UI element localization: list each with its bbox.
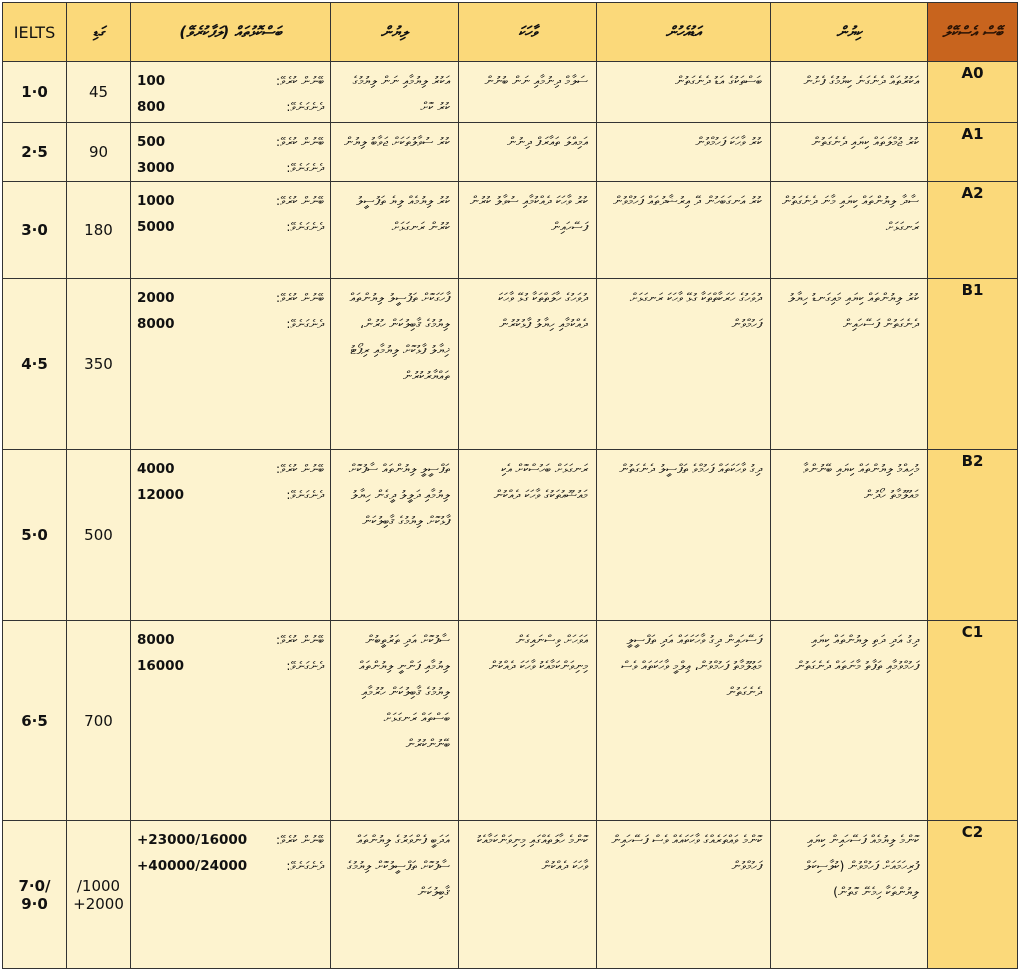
header-speaking: ވާހަކަ <box>459 3 597 62</box>
vocab-cell <box>131 621 331 821</box>
study-hours: 500 <box>67 450 131 621</box>
vocab-passive-label: ދެނެގަނެވޭ: <box>286 487 324 502</box>
header-reading: ކިޔުން <box>771 3 928 62</box>
header-ielts: IELTS <box>3 3 67 62</box>
ielts-score: 2·5 <box>3 123 67 182</box>
header-vocab: ބަސްކޮޅުތައް (ލަފާކުރެވޭ) <box>131 3 331 62</box>
vocab-active-count: 100 <box>137 73 166 89</box>
vocab-passive-line <box>137 853 324 879</box>
vocab-active-line <box>137 627 324 653</box>
ielts-score: 1·0 <box>3 62 67 123</box>
study-hours: 350 <box>67 279 131 450</box>
vocab-passive-count: +40000/24000 <box>137 858 248 874</box>
vocab-active-count: 4000 <box>137 461 175 477</box>
cefr-level: A0 <box>928 62 1018 123</box>
speaking-desc: ސަލާމް ދިނުމާއި ނަން ބުނުން <box>459 62 597 123</box>
table-row <box>3 182 1018 279</box>
study-hours: 700 <box>67 621 131 821</box>
vocab-passive-label: ދެނެގަނެވޭ: <box>286 858 324 873</box>
reading-desc: އަކުރުތައް ދެނެގަނެ ކިޔުމުގެ ފެށުން <box>771 62 928 123</box>
table-row <box>3 821 1018 969</box>
cefr-level: A2 <box>928 182 1018 279</box>
header-writing: ލިޔުން <box>331 3 459 62</box>
listening-desc: ފަސޭހައިން ދިގު ވާހަކަތައް އަދި ތަފްސީލީ މަޢުލޫމާތު ފަހުމްވުން، ޢިލްމީ ވާހަކަތައް ވެސް ދެނެގަތުން <box>597 621 771 821</box>
vocab-active-count: 8000 <box>137 632 175 648</box>
vocab-passive-line <box>137 653 324 679</box>
header-level: ބޭސް އެސްކޭލް <box>928 3 1018 62</box>
vocab-passive-label: ދެނެގަނެވޭ: <box>286 658 324 673</box>
reading-desc: މުހިއްމު ލިޔުންތައް ކިޔައި ބޭނުންވާ މައުލޫމާތު ހޯދުން <box>771 450 928 621</box>
vocab-active-count: 500 <box>137 134 166 150</box>
vocab-active-label: ބޭނުން ކުރެވޭ: <box>276 461 324 476</box>
ielts-score: 7·0/ 9·0 <box>3 821 67 969</box>
vocab-passive-label: ދެނެގަނެވޭ: <box>286 219 324 234</box>
vocab-cell <box>131 450 331 621</box>
speaking-desc: އަވަހަށް ވިސްނައިގެން މިނިވަންކަމާއެކު ވާހަކަ ދެއްކުން <box>459 621 597 821</box>
speaking-desc: އަމިއްލަ ތައާރަފް ދިނުން <box>459 123 597 182</box>
vocab-passive-count: 12000 <box>137 487 184 503</box>
vocab-passive-label: ދެނެގަނެވޭ: <box>286 316 324 331</box>
cefr-level: B1 <box>928 279 1018 450</box>
vocab-active-line <box>137 456 324 482</box>
reading-desc: ސާދާ ލިޔުންތައް ކިޔައި މާނަ ދެނެގަތުން ރަނގަޅަށް <box>771 182 928 279</box>
reading-desc: ކުރު ޖުމްލަތައް ކިޔައި ދެނެގަތުން <box>771 123 928 182</box>
reading-desc: ކުރު ލިޔުންތައް ކިޔައި މައިގަނޑު ހިޔާލު ދެނެގަތުން ފަސޭހައިން <box>771 279 928 450</box>
table-row <box>3 123 1018 182</box>
writing-desc: ފާހަގަކޮށް ތަފުސީލު ލިޔުންތައް ލިޔުމުގެ ޤާބިލުކަން ހުރުން، ޚިޔާލު ފާޅުކޮށް ލިޔުމާއި ރިޕޯޓު ތައްޔާރުކުރުން <box>331 279 459 450</box>
speaking-desc: ދުވަހުގެ ހާލަތްތަކާ ގުޅޭ ވާހަކަ ދެއްކުމާއި ހިޔާލު ފާޅުކުރުން <box>459 279 597 450</box>
vocab-cell <box>131 123 331 182</box>
listening-desc: ކޮންމެ ވައްތަރެއްގެ ވާހަކައެއް ވެސް ފަސޭހައިން ފަހުމްވުން <box>597 821 771 969</box>
study-hours: 45 <box>67 62 131 123</box>
vocab-passive-line <box>137 214 324 240</box>
vocab-active-count: +23000/16000 <box>137 832 248 848</box>
vocab-cell <box>131 279 331 450</box>
writing-desc: އަކުރު ލިޔުމާއި ނަން ލިޔުމުގެ ކުރު ކޮށް <box>331 62 459 123</box>
vocab-passive-line <box>137 482 324 508</box>
vocab-active-line <box>137 129 324 155</box>
vocab-passive-count: 3000 <box>137 160 175 176</box>
cefr-table <box>2 2 1018 969</box>
writing-desc: ތަފްސީލީ ލިޔުންތައް ސާފުކޮށް ލިޔުމާއި ދަލީލު ދީގެން ހިޔާލު ފާޅުކޮށް ލިޔުމުގެ ޤާބިލުކަން <box>331 450 459 621</box>
cefr-level: B2 <box>928 450 1018 621</box>
reading-desc: ދިގު އަދި ދަތި ލިޔުންތައް ކިޔައި ފަހުމްވުމާއި ތަފާތު މާނަތައް ދެނެގަތުން <box>771 621 928 821</box>
listening-desc: ދުވަހުގެ ހަރަކާތްތަކާ ގުޅޭ ވާހަކަ ރަނގަޅަށް ފަހުމްވުން <box>597 279 771 450</box>
listening-desc: ބަސްތަކުގެ އަޑު ދެނެގަތުން <box>597 62 771 123</box>
study-hours: 180 <box>67 182 131 279</box>
vocab-cell <box>131 821 331 969</box>
ielts-score: 5·0 <box>3 450 67 621</box>
cefr-level: A1 <box>928 123 1018 182</box>
vocab-active-label: ބޭނުން ކުރެވޭ: <box>276 73 324 88</box>
header-hours: ގަޑި <box>67 3 131 62</box>
listening-desc: ކުރު އަނގަބަހުން ދޭ އިރުޝާދުތައް ފަހުމްވުން <box>597 182 771 279</box>
header-listening: އަޑުއެހުން <box>597 3 771 62</box>
header-row <box>3 3 1018 62</box>
vocab-passive-label: ދެނެގަނެވޭ: <box>286 160 324 175</box>
vocab-active-label: ބޭނުން ކުރެވޭ: <box>276 632 324 647</box>
writing-desc: ކުރު ލިޔުމެއް ލިޔެ ތަފުސީލު ކުރުން ރަނގަޅަށް <box>331 182 459 279</box>
ielts-score: 4·5 <box>3 279 67 450</box>
vocab-active-label: ބޭނުން ކުރެވޭ: <box>276 832 324 847</box>
table-row <box>3 62 1018 123</box>
vocab-passive-label: ދެނެގަނެވޭ: <box>286 99 324 114</box>
vocab-passive-count: 16000 <box>137 658 184 674</box>
ielts-score: 3·0 <box>3 182 67 279</box>
reading-desc: ކޮންމެ ލިޔުމެއް ފަސޭހައިން ކިޔައި ފުރިހަމައަށް ފަހުމްވުން (ކުލާސިކަލް ލިޔުންތަކާ ހިމެނޭ ގޮތުން) <box>771 821 928 969</box>
vocab-active-count: 1000 <box>137 193 175 209</box>
writing-desc: އަދަބީ ފެންވަރުގެ ލިޔުންތައް ސާފުކޮށް ތަފްސީލުކޮށް ލިޔުމުގެ ޤާބިލުކަން <box>331 821 459 969</box>
vocab-active-label: ބޭނުން ކުރެވޭ: <box>276 134 324 149</box>
vocab-passive-line <box>137 94 324 120</box>
vocab-active-line <box>137 285 324 311</box>
vocab-active-line <box>137 827 324 853</box>
table-row <box>3 621 1018 821</box>
speaking-desc: ކޮންމެ ހާލަތެއްގައި މިނިވަންކަމާއެކު ވާހަކަ ދެއްކުން <box>459 821 597 969</box>
vocab-active-line <box>137 68 324 94</box>
vocab-passive-line <box>137 155 324 181</box>
table-row <box>3 279 1018 450</box>
vocab-passive-line <box>137 311 324 337</box>
vocab-passive-count: 800 <box>137 99 166 115</box>
study-hours: 90 <box>67 123 131 182</box>
writing-desc: ސާފުކޮށް އަދި ތަރުތީބުން ލިޔުމާއި ފަންނީ ލިޔުންތައް ލިޔުމުގެ ޤާބިލުކަން ހުރުމާއި ބަސްތައް ރަނގަޅަށް ބޭނުންކުރުން <box>331 621 459 821</box>
ielts-score: 6·5 <box>3 621 67 821</box>
vocab-passive-count: 5000 <box>137 219 175 235</box>
study-hours: /1000 +2000 <box>67 821 131 969</box>
cefr-level: C1 <box>928 621 1018 821</box>
vocab-active-line <box>137 188 324 214</box>
listening-desc: ކުރު ވާހަކަ ފަހުމްވުން <box>597 123 771 182</box>
cefr-level: C2 <box>928 821 1018 969</box>
vocab-passive-count: 8000 <box>137 316 175 332</box>
vocab-cell <box>131 182 331 279</box>
listening-desc: ދިގު ވާހަކަތައް ފަހުމްވެ ތަފްސީލު ދެނެގަތުން <box>597 450 771 621</box>
vocab-active-label: ބޭނުން ކުރެވޭ: <box>276 193 324 208</box>
vocab-active-label: ބޭނުން ކުރެވޭ: <box>276 290 324 305</box>
table-row <box>3 450 1018 621</box>
vocab-cell <box>131 62 331 123</box>
speaking-desc: ކުރު ވާހަކަ ދެއްކުމާއި ސުވާލު ކުރުން ފަސޭހައިން <box>459 182 597 279</box>
speaking-desc: ރަނގަޅަށް ބަހުސްކޮށް އެކި މައުޟޫއުތަކުގެ ވާހަކަ ދެއްކުން <box>459 450 597 621</box>
vocab-active-count: 2000 <box>137 290 175 306</box>
writing-desc: ކުރު ސުވާލުތަކަށް ޖަވާބު ލިޔުން <box>331 123 459 182</box>
